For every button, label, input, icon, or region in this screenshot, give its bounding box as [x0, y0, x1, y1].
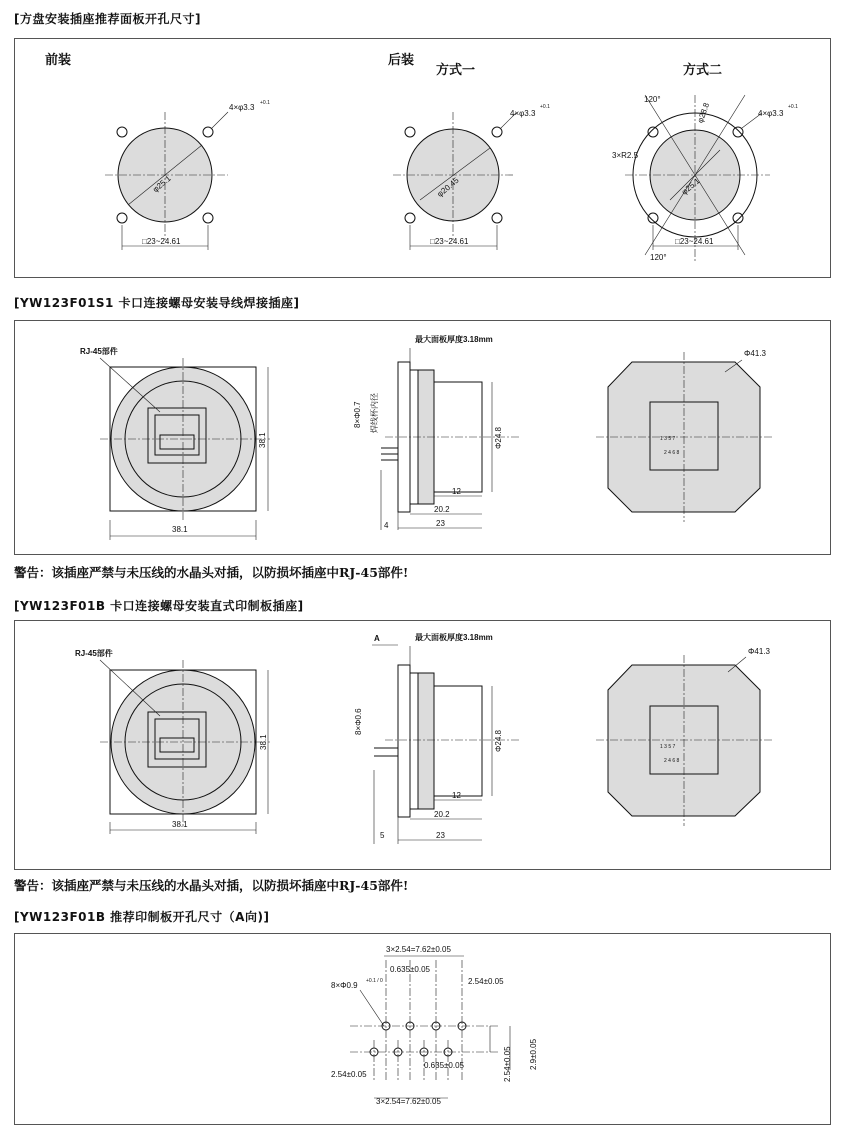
s1-side-view	[353, 334, 520, 530]
s1-pin-dia: 8×Φ0.7	[353, 401, 362, 428]
s2-pin-dia: 8×Φ0.6	[354, 708, 363, 735]
pcb-vert-pitch: 2.54±0.05	[503, 1046, 512, 1082]
s2-rear-view	[596, 647, 772, 826]
warning-s2: 警告：该插座严禁与未压线的水晶头对插，以防损坏插座中RJ-45部件!	[14, 878, 409, 893]
front-hole-tol: +0.1	[260, 100, 270, 106]
pcb-right-pitch: 2.54±0.05	[468, 977, 504, 986]
s1-panel-thickness: 最大面板厚度3.18mm	[415, 335, 493, 344]
front-hole-callout: 4×φ3.3	[229, 103, 255, 112]
s1-outer-dia: Φ41.3	[744, 349, 766, 358]
rear-mount-label: 后装	[388, 52, 415, 67]
s1-dim-12: 12	[452, 487, 461, 496]
pcb-top-pitch: 3×2.54=7.62±0.05	[386, 945, 451, 954]
s1-body-dia: Φ24.8	[494, 427, 503, 449]
pcb-offset-bottom: 0.635±0.05	[424, 1061, 464, 1070]
m2-angle-top: 120°	[644, 95, 661, 104]
s2-drawings	[75, 632, 772, 844]
m2-angle-bottom: 120°	[650, 253, 667, 262]
rear-hole-tol: +0.1	[540, 104, 550, 110]
s1-rj45-label: RJ-45部件	[80, 347, 118, 356]
s2-dim-20-2: 20.2	[434, 810, 450, 819]
s2-front-view	[75, 648, 270, 834]
s2-rj45-label: RJ-45部件	[75, 649, 113, 658]
s1-drawings	[80, 334, 772, 540]
pcb-offset-top: 0.635±0.05	[390, 965, 430, 974]
s2-height-dim: 38.1	[259, 734, 268, 750]
m2-hole-callout: 4×φ3.3	[758, 109, 784, 118]
s1-height-dim: 38.1	[258, 432, 267, 448]
s2-pin-numbers: 1 3 5 7	[660, 744, 676, 750]
m2-inner-dia: φ25.1	[679, 176, 702, 197]
s2-body-dia: Φ24.8	[494, 730, 503, 752]
s2-view-a: A	[374, 634, 380, 643]
s1-dim-20-2: 20.2	[434, 505, 450, 514]
pcb-vert-total: 2.9±0.05	[529, 1038, 538, 1070]
section-title-pcb: [YW123F01B 推荐印制板开孔尺寸（A向)]	[14, 910, 270, 924]
s1-front-view	[80, 346, 270, 540]
method1-label: 方式一	[436, 62, 476, 77]
rear-square-dim: □23~24.61	[430, 237, 469, 246]
s2-dim-12: 12	[452, 791, 461, 800]
section-title-s1: [YW123F01S1 卡口连接螺母安装导线焊接插座]	[14, 296, 300, 310]
s2-dim-23: 23	[436, 831, 445, 840]
s1-dim-23: 23	[436, 519, 445, 528]
s1-pin-numbers-b: 2 4 6 8	[664, 450, 680, 456]
s1-rear-view	[596, 349, 772, 522]
front-square-dim: □23~24.61	[142, 237, 181, 246]
s2-dim-5: 5	[380, 831, 385, 840]
s1-weld-label: 焊线杯内径	[370, 393, 379, 433]
s2-outer-dia: Φ41.3	[748, 647, 770, 656]
pcb-drawing	[331, 945, 538, 1106]
s1-width-dim: 38.1	[172, 525, 188, 534]
method2-label: 方式二	[683, 62, 723, 77]
rear-dia-label: φ20.45	[435, 175, 461, 199]
m2-big-dia: φ28.8	[695, 101, 712, 125]
front-mount-drawing	[105, 100, 270, 250]
s1-pin-numbers: 1 3 5 7	[660, 436, 676, 442]
s2-width-dim: 38.1	[172, 820, 188, 829]
front-dia-label: φ25.1	[150, 173, 173, 195]
s2-panel-thickness: 最大面板厚度3.18mm	[415, 633, 493, 642]
section-title-s2: [YW123F01B 卡口连接螺母安装直式印制板插座]	[14, 599, 304, 613]
pcb-bottom-pitch: 3×2.54=7.62±0.05	[376, 1097, 441, 1106]
rear-method1-drawing	[393, 104, 550, 250]
s2-pin-numbers-b: 2 4 6 8	[664, 758, 680, 764]
rear-method2-drawing	[612, 95, 798, 262]
section-title-panel-cutout: [方盘安装插座推荐面板开孔尺寸]	[14, 12, 201, 26]
m2-radius: 3×R2.5	[612, 151, 639, 160]
pcb-hole-callout: 8×Φ0.9	[331, 981, 358, 990]
pcb-hole-tol: +0.1 / 0	[366, 978, 383, 984]
s1-dim-4: 4	[384, 521, 389, 530]
warning-s1: 警告：该插座严禁与未压线的水晶头对插，以防损坏插座中RJ-45部件!	[14, 565, 409, 580]
m2-square-dim: □23~24.61	[675, 237, 714, 246]
front-mount-label: 前装	[45, 52, 72, 67]
pcb-left-pitch: 2.54±0.05	[331, 1070, 367, 1079]
s2-side-view	[354, 632, 520, 844]
rear-hole-callout: 4×φ3.3	[510, 109, 536, 118]
m2-hole-tol: +0.1	[788, 104, 798, 110]
panel-cutout-drawings	[45, 52, 798, 262]
